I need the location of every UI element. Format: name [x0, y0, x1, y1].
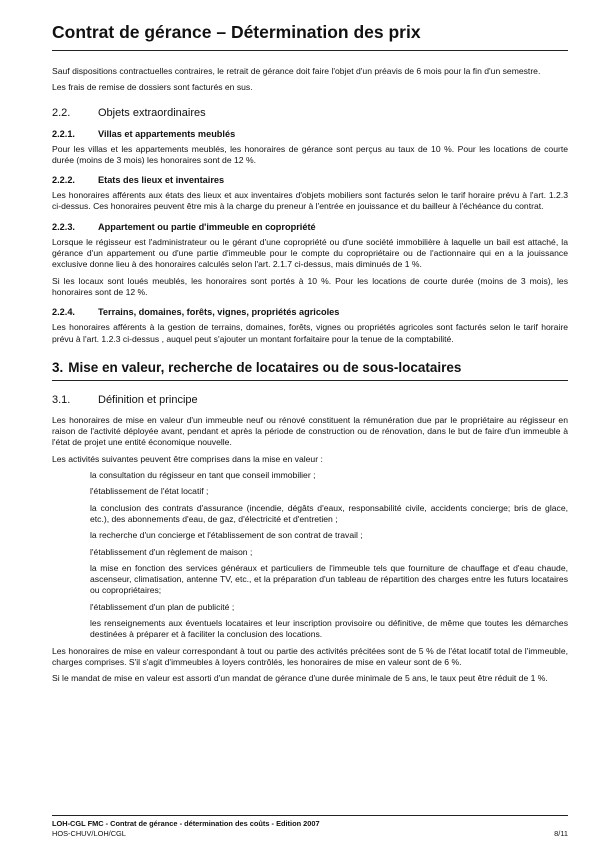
body-paragraph: Les honoraires de mise en valeur correspondant à tout ou partie des activités précitées sont de 5 % de l'état locatif total de l'immeuble, charges comprises. S'il s'agit d'immeubles à loyers contrôlés, les honoraires de mise en valeur sont de 6 %.: [52, 645, 568, 667]
footer-row: [52, 829, 568, 839]
body-paragraph: Les activités suivantes peuvent être comprises dans la mise en valeur :: [52, 453, 323, 464]
section-title: Mise en valeur, recherche de locataires ou de sous-locataires: [68, 359, 462, 375]
subsection-heading-2-2-2: [52, 175, 568, 186]
subsection-number: 2.2.3.: [52, 221, 75, 232]
section-heading-2-2: [52, 107, 568, 120]
section-title: Objets extraordinaires: [98, 106, 206, 119]
section-number: 3.: [52, 359, 64, 375]
body-paragraph: Pour les villas et les appartements meublés, les honoraires de gérance sont perçus au taux de 10 %. Pour les locations de courte durée (moins de 3 mois) les honoraires sont de 12 %.: [52, 143, 568, 165]
subsection-title: Appartement ou partie d'immeuble en copropriété: [98, 221, 316, 232]
subsection-number: 2.2.4.: [52, 307, 75, 318]
list-item: la consultation du régisseur en tant que conseil immobilier ;: [90, 470, 316, 481]
intro-paragraph: Les frais de remise de dossiers sont facturés en sus.: [52, 82, 253, 93]
body-paragraph: Les honoraires afférents aux états des lieux et aux inventaires d'objets mobiliers sont facturés selon le tarif horaire prévu à l'art. 1.2.3 ci-dessus. Ces honoraires peuvent être mis à la charge du preneur à l'entrée en jouissance et du bailleur à l'échéance du contrat.: [52, 190, 568, 212]
document-body: [52, 66, 568, 690]
list-item: la mise en fonction des services généraux et particuliers de l'immeuble tels que fourniture de chauffage et d'eau chaude, ascenseur, climatisation, antenne TV, etc., et la préparation d'un tableau de répartition des charges entre les futurs locataires ou copropriétaires;: [90, 562, 568, 596]
list-item: la recherche d'un concierge et l'établissement de son contrat de travail ;: [90, 530, 363, 541]
footer-reference: HOS-CHUV/LOH/CGL: [52, 829, 126, 838]
section-title: Définition et principe: [98, 393, 198, 406]
intro-paragraph: Sauf dispositions contractuelles contraires, le retrait de gérance doit faire l'objet d'un préavis de 6 mois pour la fin d'un semestre.: [52, 66, 541, 76]
document-page: [52, 0, 568, 861]
section-number: 3.1.: [52, 393, 71, 406]
list-item: les renseignements aux éventuels locataires et leur inscription provisoire ou définitive, de même que toutes les démarches destinées à préparer et à faciliter la conclusion des locations.: [90, 618, 568, 640]
list-item: l'établissement d'un plan de publicité ;: [90, 601, 235, 612]
list-item: la conclusion des contrats d'assurance (incendie, dégâts d'eaux, responsabilité civile, accidents concierge; bris de glace, etc.), des abonnements d'eau, de gaz, d'électricité et d'entretien ;: [90, 502, 568, 524]
footer-document-title: LOH-CGL FMC - Contrat de gérance - détermination des coûts - Edition 2007: [52, 819, 320, 828]
page-footer: [52, 815, 568, 839]
subsection-title: Etats des lieux et inventaires: [98, 175, 225, 186]
subsection-number: 2.2.2.: [52, 175, 75, 186]
subsection-heading-2-2-1: [52, 129, 568, 140]
section-number: 2.2.: [52, 106, 71, 119]
subsection-heading-2-2-3: [52, 222, 568, 233]
body-paragraph: Les honoraires afférents à la gestion de terrains, domaines, forêts, vignes ou propriétés agricoles sont facturés selon le tarif horaire prévu à l'art. 1.2.3 ci-dessus , auquel peut s'ajouter un montant forfaitaire pour la tenue de la comptabilité.: [52, 322, 568, 344]
page-number: 8/11: [554, 829, 568, 838]
list-item: l'établissement d'un règlement de maison ;: [90, 546, 253, 557]
subsection-title: Terrains, domaines, forêts, vignes, propriétés agricoles: [98, 307, 340, 318]
body-paragraph: Les honoraires de mise en valeur d'un immeuble neuf ou rénové constituent la rémunération due par le propriétaire au régisseur en raison de l'activité déployée avant, pendant et après la période de construction ou de rénovation, dans le but de faire d'un immeuble à l'état de projet une entité économique nouvelle.: [52, 414, 568, 448]
section-heading-3-1: [52, 394, 568, 407]
subsection-heading-2-2-4: [52, 307, 568, 318]
body-paragraph: Si le mandat de mise en valeur est assorti d'un mandat de gérance d'une durée minimale de 5 ans, le taux peut être réduit de 1 %.: [52, 673, 548, 684]
section-heading-3: [52, 359, 568, 381]
page-title: Contrat de gérance – Détermination des prix: [52, 20, 568, 51]
subsection-title: Villas et appartements meublés: [98, 128, 236, 139]
activity-list: [90, 470, 568, 641]
list-item: l'établissement de l'état locatif ;: [90, 486, 209, 497]
body-paragraph: Lorsque le régisseur est l'administrateur ou le gérant d'une copropriété ou d'une société immobilière à laquelle un bail est attaché, la gérance d'un appartement ou d'une partie d'immeuble pour le compte du copropriétaire ou de l'actionnaire qui en a la jouissance exclusive donne lieu à des honoraires calculés selon l'art. 2.1.7 ci-dessus, mais diminués de 1 %.: [52, 236, 568, 270]
body-paragraph: Si les locaux sont loués meublés, les honoraires sont portés à 10 %. Pour les locations de courte durée (moins de 3 mois), les honoraires sont de 12 %.: [52, 275, 568, 297]
subsection-number: 2.2.1.: [52, 128, 75, 139]
